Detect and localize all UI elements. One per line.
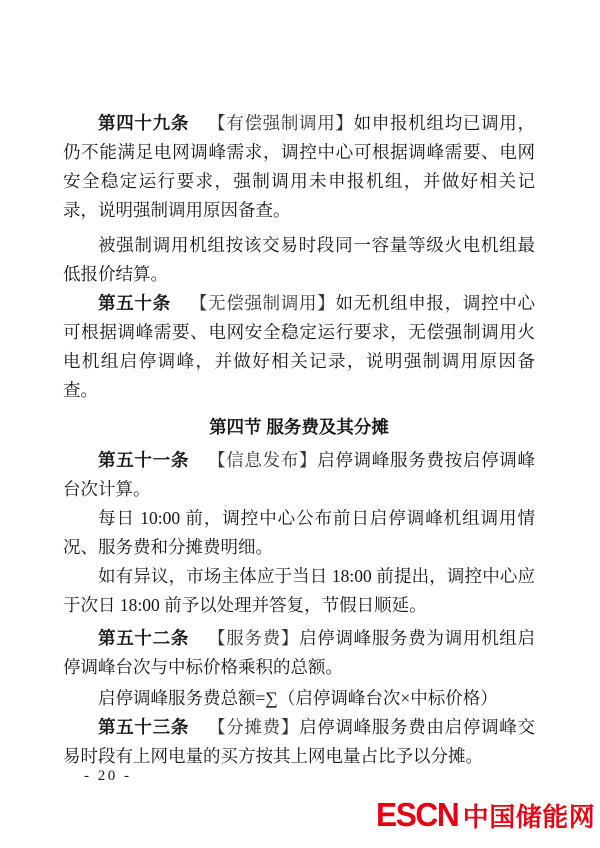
article-number: 第五十条 [98, 293, 171, 313]
article-paragraph: 第五十三条 【分摊费】启停调峰服务费由启停调峰交易时段有上网电量的买方按其上网电量占比予以分摊。 [63, 717, 536, 766]
article-number: 第五十三条 [98, 717, 190, 737]
escn-logo [376, 796, 595, 834]
article-paragraph: 第五十二条 【服务费】启停调峰服务费为调用机组启停调峰台次与中标价格乘积的总额。 [63, 628, 536, 677]
body-paragraph: 每日 10:00 前，调控中心公布前日启停调峰机组调用情况、服务费和分摊费明细。 [63, 508, 535, 557]
article-paragraph: 第五十一条 【信息发布】启停调峰服务费按启停调峰台次计算。 [63, 450, 536, 499]
article-tag: 【有偿强制调用】 [208, 113, 354, 133]
body-paragraph: 如有异议，市场主体应于当日 18:00 前提出，调控中心应于次日 18:00 前予以处理并答复，节假日顺延。 [63, 566, 535, 615]
article-tag: 【服务费】 [208, 628, 300, 648]
article-number: 第五十一条 [98, 450, 190, 470]
article-tag: 【分摊费】 [208, 717, 300, 737]
article-tag: 【信息发布】 [208, 450, 318, 470]
article-number: 第五十二条 [98, 628, 190, 648]
article-number: 第四十九条 [98, 113, 190, 133]
formula-line: 启停调峰服务费总额=∑（启停调峰台次×中标价格） [98, 688, 498, 708]
article-paragraph: 第五十条 【无偿强制调用】如无机组申报，调控中心可根据调峰需要、电网安全稳定运行要求，无偿强制调用火电机组启停调峰，并做好相关记录，说明强制调用原因备查。 [63, 293, 536, 400]
page-number: - 20 - [84, 768, 132, 784]
document-body [63, 109, 535, 771]
section-heading: 第四节 服务费及其分摊 [209, 417, 389, 437]
escn-logo-latin: ESCN [376, 796, 459, 833]
article-paragraph: 第四十九条 【有偿强制调用】如申报机组均已调用，仍不能满足电网调峰需求，调控中心可根据调峰需要、电网安全稳定运行要求，强制调用未申报机组，并做好相关记录，说明强制调用原因备查。 [63, 113, 536, 220]
article-tag: 【无偿强制调用】 [189, 293, 336, 313]
escn-logo-chinese: 中国储能网 [462, 802, 596, 832]
body-paragraph: 被强制调用机组按该交易时段同一容量等级火电机组最低报价结算。 [63, 235, 535, 284]
